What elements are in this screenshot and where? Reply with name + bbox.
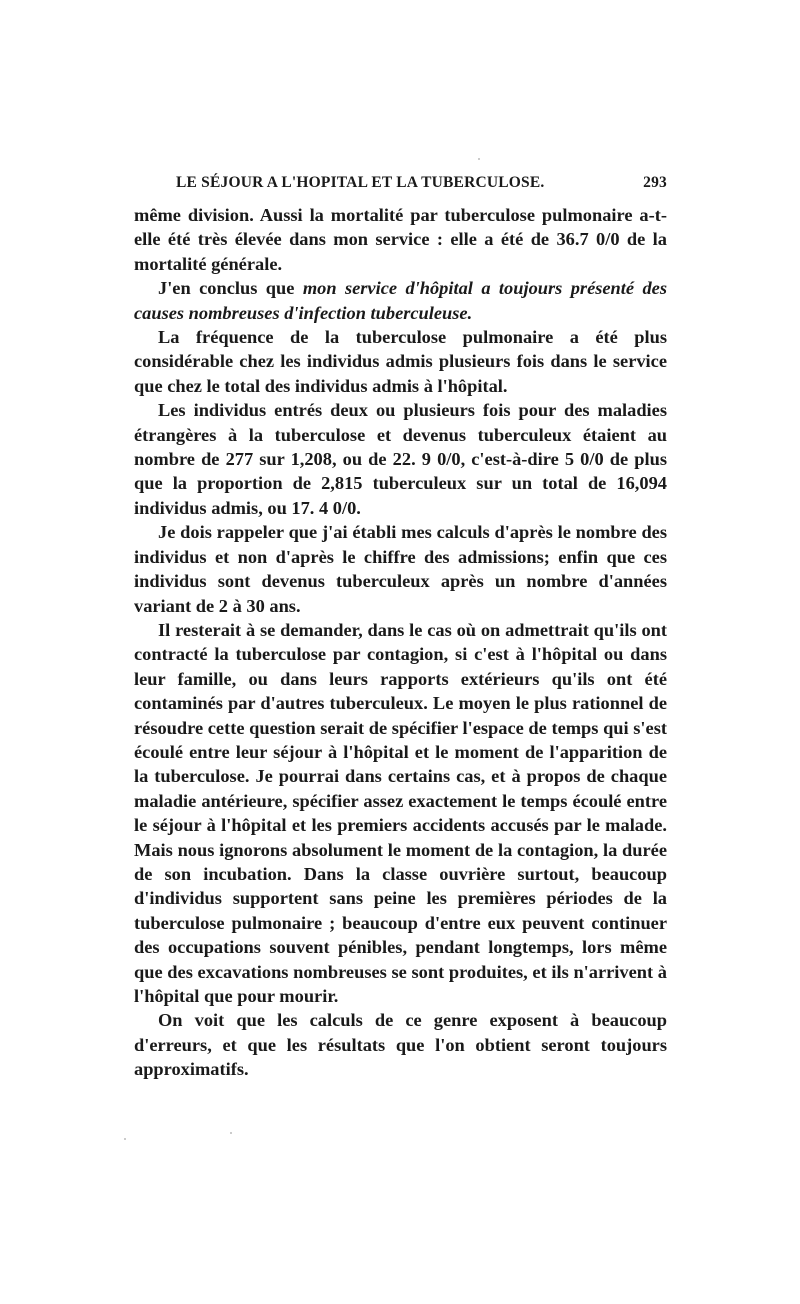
- paragraph: [134, 618, 667, 1009]
- running-header: [176, 174, 667, 196]
- page-number: 293: [643, 174, 667, 191]
- body-text: [134, 203, 667, 1082]
- paragraph-text: Les individus entrés deux ou plusieurs fois pour des maladies étrangères à la tuberculose et devenus tuberculeux étaient au nombre de 277 sur 1,208, ou de 22. 9 0/0, c'est-à-dire 5 0/0 de plus que la proportion de 2,815 tuberculeux sur un total de 16,094 individus admis, ou 17. 4 0/0.: [134, 400, 667, 518]
- paragraph: [134, 325, 667, 398]
- paper-speck: [230, 1132, 232, 1134]
- paragraph-text: Il resterait à se demander, dans le cas où on admettrait qu'ils ont contracté la tuberculose par contagion, si c'est à l'hôpital ou dans leur famille, ou dans leurs rapports extérieurs qu'ils ont été contaminés par d'autres tuberculeux. Le moyen le plus rationnel de résoudre cette question serait de spécifier l'espace de temps qui s'est écoulé entre leur séjour à l'hôpital et le moment de l'apparition de la tuberculose. Je pourrai dans certains cas, et à propos de chaque maladie antérieure, spécifier assez exactement le temps écoulé entre le séjour à l'hôpital et les premiers accidents accusés par le malade. Mais nous ignorons absolument le moment de la contagion, la durée de son incubation. Dans la classe ouvrière surtout, beaucoup d'individus supportent sans peine les premières périodes de la tuberculose pulmonaire ; beaucoup d'entre eux peuvent continuer des occupations souvent pénibles, pendant longtemps, lors même que des excavations nombreuses se sont produites, et ils n'arrivent à l'hôpital que pour mourir.: [134, 619, 667, 1006]
- paragraph-text: Je dois rappeler que j'ai établi mes calculs d'après le nombre des individus et non d'après le chiffre des admissions; enfin que ces individus sont devenus tuberculeux après un nombre d'années variant de 2 à 30 ans.: [134, 522, 667, 616]
- paragraph-text: La fréquence de la tuberculose pulmonaire a été plus considérable chez les individus admis plusieurs fois dans le service que chez le total des individus admis à l'hôpital.: [134, 327, 667, 396]
- paragraph-text: même division. Aussi la mortalité par tuberculose pulmonaire a-t-elle été très élevée dans mon service : elle a été de 36.7 0/0 de la mortalité générale.: [134, 205, 667, 274]
- paper-speck: [124, 1138, 126, 1140]
- running-title: LE SÉJOUR A L'HOPITAL ET LA TUBERCULOSE.: [176, 174, 545, 191]
- paragraph: [134, 1008, 667, 1081]
- paragraph: [134, 398, 667, 520]
- paper-speck: [478, 158, 480, 160]
- italic-emphasis: mon service d'hôpital a toujours présenté des causes nombreuses d'infection tuberculeuse.: [134, 278, 667, 323]
- book-page: [134, 174, 667, 1082]
- paragraph: [134, 276, 667, 325]
- paragraph: [134, 203, 667, 276]
- paragraph-text: J'en conclus que: [158, 278, 303, 299]
- paragraph: [134, 520, 667, 618]
- paragraph-text: On voit que les calculs de ce genre exposent à beaucoup d'erreurs, et que les résultats que l'on obtient seront toujours approximatifs.: [134, 1010, 667, 1080]
